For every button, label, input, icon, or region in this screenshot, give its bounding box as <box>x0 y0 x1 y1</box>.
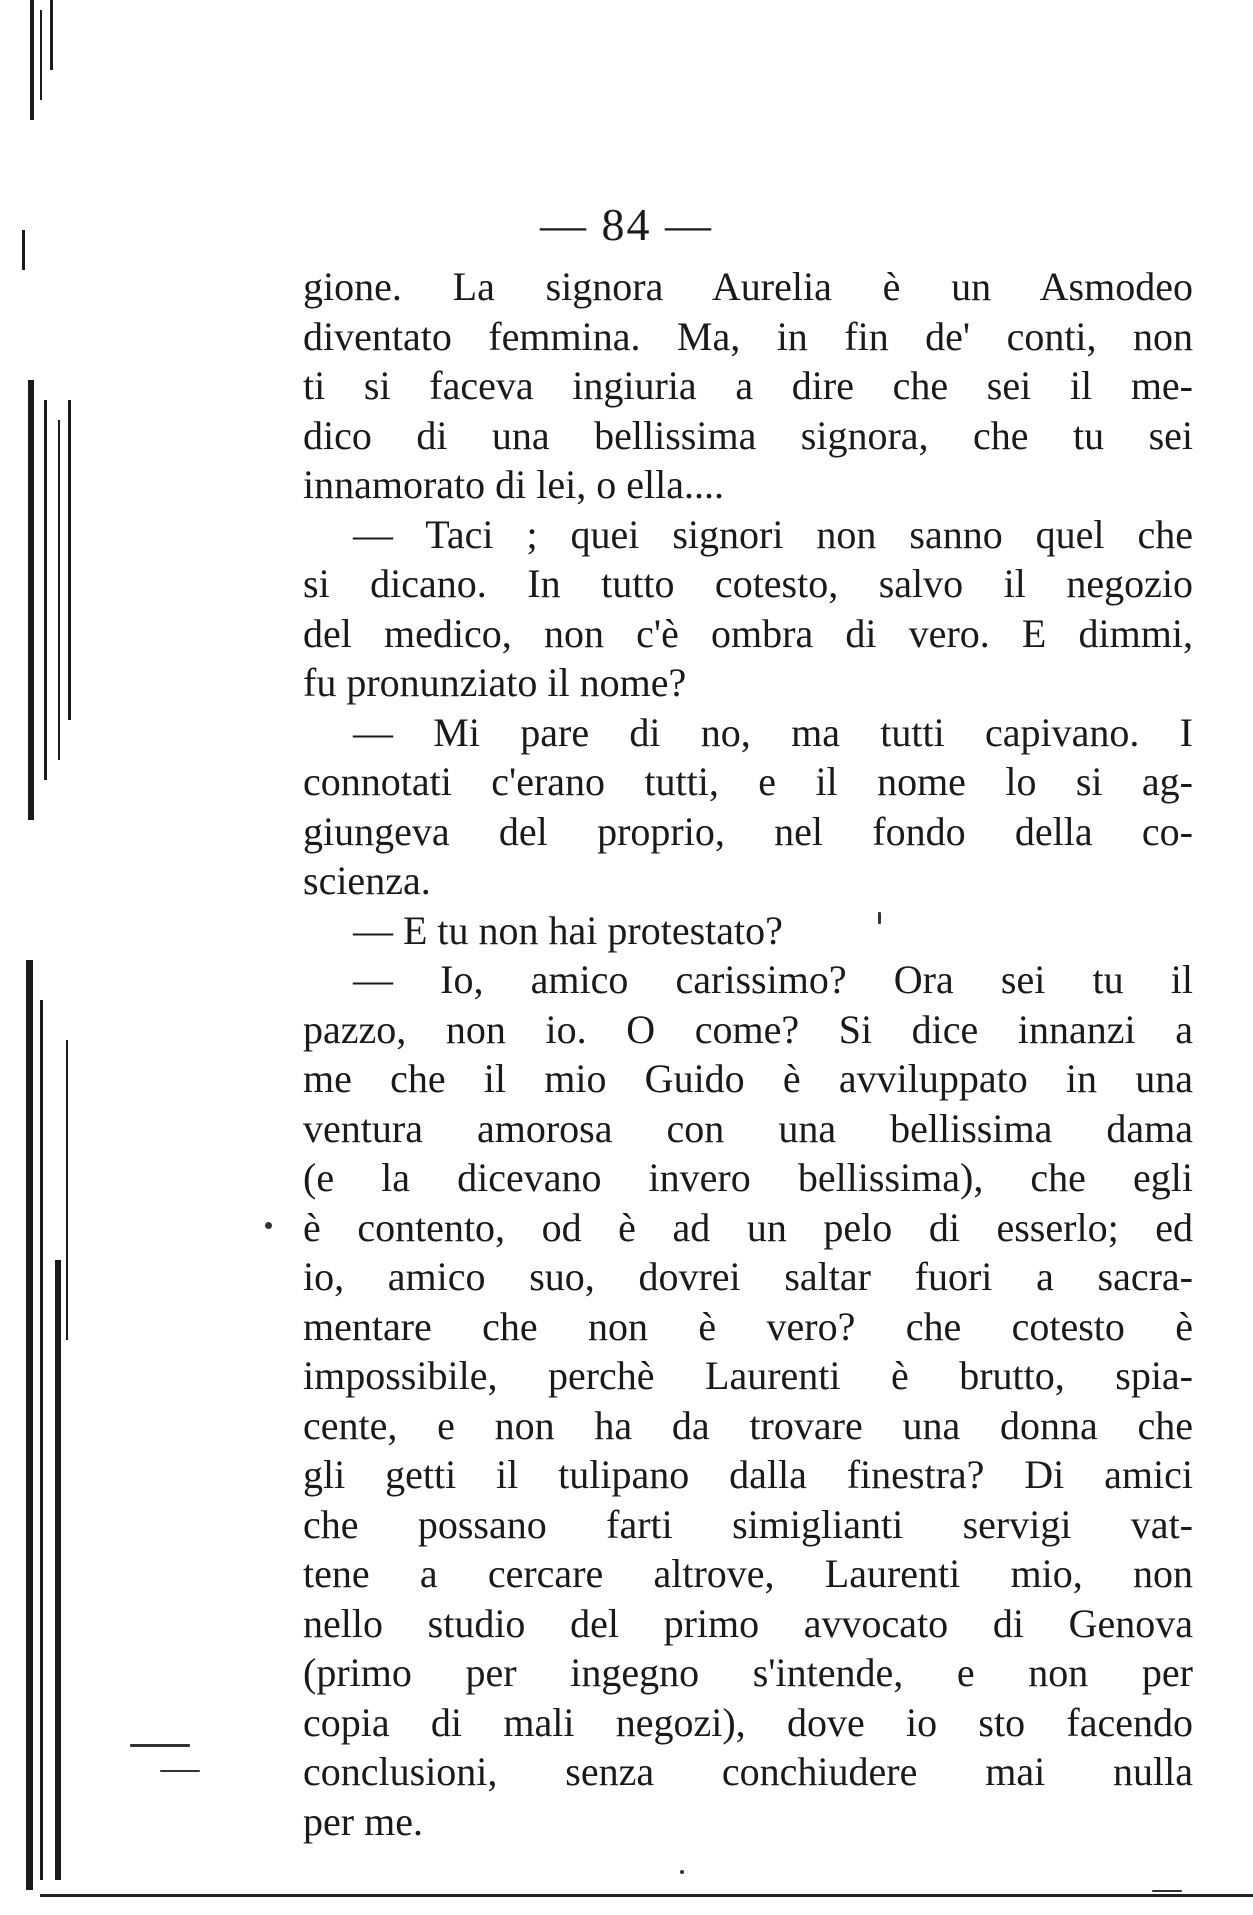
text-line: giungeva del proprio, nel fondo della co- <box>303 808 1193 854</box>
text-line: io, amico suo, dovrei saltar fuori a sacra- <box>303 1254 1193 1299</box>
text-line: connotati c'erano tutti, e il nome lo si ag- <box>303 759 1193 804</box>
ink-speck <box>680 1870 684 1874</box>
text-line: copia di mali negozi), dove io sto facendo <box>303 1699 1193 1745</box>
binding-gutter <box>0 0 90 1915</box>
text-line: gione. La signora Aurelia è un Asmodeo <box>303 264 1193 309</box>
text-line: per me. <box>303 1798 423 1844</box>
ink-speck <box>130 1744 190 1747</box>
text-line: ventura amorosa con una bellissima dama <box>303 1105 1193 1151</box>
text-line: diventato femmina. Ma, in fin de' conti, non <box>303 313 1193 359</box>
text-line: nello studio del primo avvocato di Genova <box>303 1600 1193 1646</box>
text-line: conclusioni, senza conchiudere mai nulla <box>303 1749 1193 1794</box>
ink-speck <box>878 912 881 924</box>
page-number: — 84 — <box>540 199 713 250</box>
text-line: si dicano. In tutto cotesto, salvo il negozio <box>303 561 1193 606</box>
text-line: dico di una bellissima signora, che tu sei <box>303 412 1193 458</box>
ink-speck <box>160 1770 200 1772</box>
text-line: — Io, amico carissimo? Ora sei tu il <box>353 957 1193 1002</box>
text-line: fu pronunziato il nome? <box>303 660 687 705</box>
text-line: — Mi pare di no, ma tutti capivano. I <box>353 709 1193 755</box>
text-line: — Taci ; quei signori non sanno quel che <box>353 511 1193 557</box>
text-line: (primo per ingegno s'intende, e non per <box>303 1650 1193 1695</box>
body-text <box>303 262 1193 1846</box>
text-line: pazzo, non io. O come? Si dice innanzi a <box>303 1006 1193 1052</box>
text-line: del medico, non c'è ombra di vero. E dimmi, <box>303 610 1193 656</box>
text-line: scienza. <box>303 858 431 903</box>
text-line: è contento, od è ad un pelo di esserlo; ed <box>303 1204 1193 1250</box>
text-line: tene a cercare altrove, Laurenti mio, non <box>303 1551 1193 1596</box>
text-line: (e la dicevano invero bellissima), che egli <box>303 1155 1193 1200</box>
ink-speck <box>1152 1890 1182 1892</box>
text-line: ti si faceva ingiuria a dire che sei il me- <box>303 363 1193 408</box>
text-line: mentare che non è vero? che cotesto è <box>303 1303 1193 1349</box>
bottom-rule <box>40 1894 1253 1897</box>
ink-speck <box>265 1222 272 1229</box>
text-line: che possano farti simiglianti servigi vat- <box>303 1501 1193 1547</box>
text-line: me che il mio Guido è avviluppato in una <box>303 1056 1193 1101</box>
text-line: gli getti il tulipano dalla finestra? Di amici <box>303 1452 1193 1497</box>
text-line: innamorato di lei, o ella.... <box>303 462 724 507</box>
text-line: impossibile, perchè Laurenti è brutto, spia- <box>303 1353 1193 1398</box>
text-line: cente, e non ha da trovare una donna che <box>303 1402 1193 1448</box>
text-line: — E tu non hai protestato? <box>353 907 783 953</box>
